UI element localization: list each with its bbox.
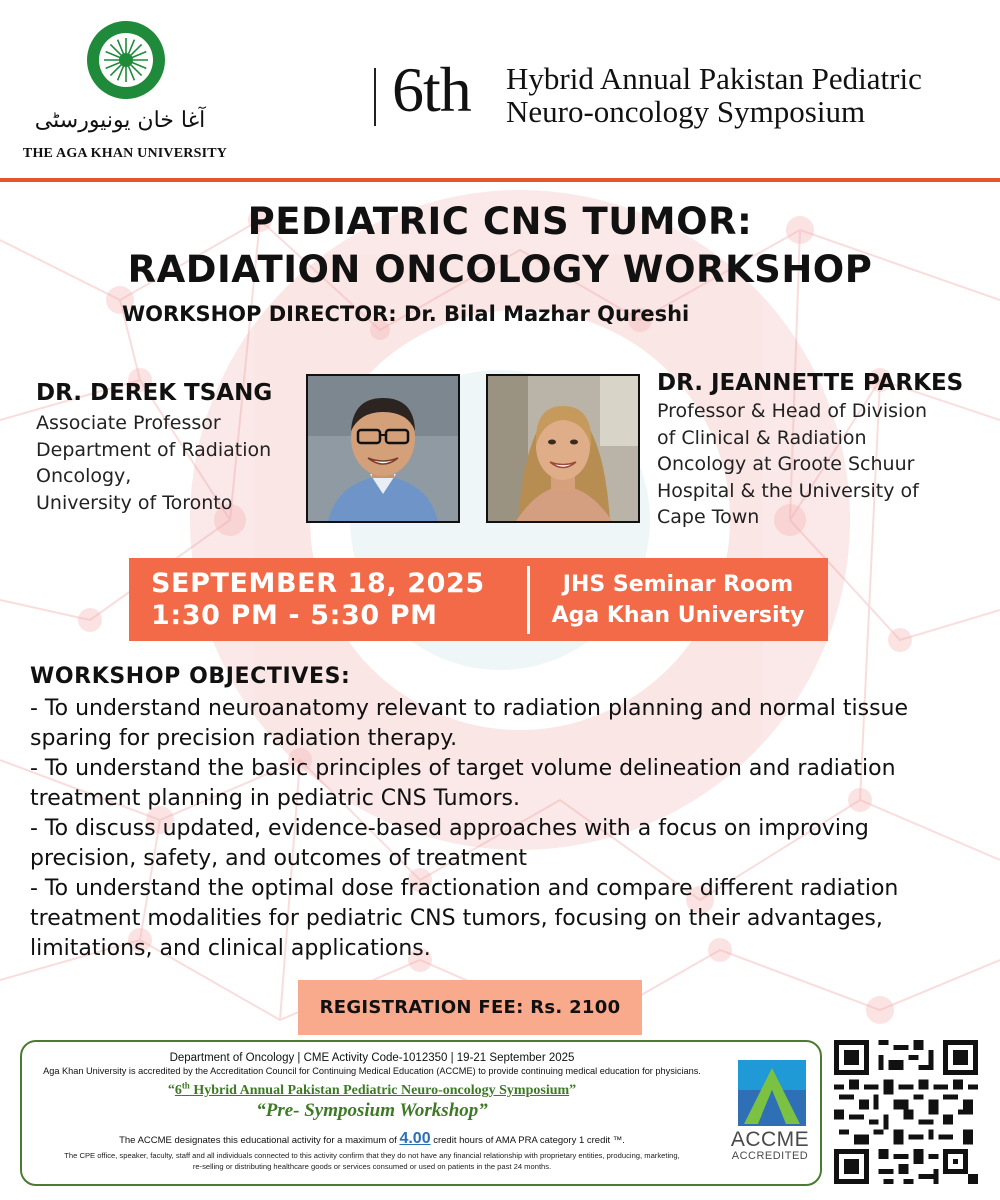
accme-accredited-label: ACCREDITED (731, 1150, 809, 1162)
quote-open: “ (167, 1082, 175, 1098)
credit-suffix: credit hours of AMA PRA category 1 credit ™. (433, 1135, 625, 1146)
speaker-2-photo (486, 374, 640, 523)
title-divider (374, 68, 376, 126)
speaker-1-line: Associate Professor (36, 412, 221, 434)
objective-item: - To understand the basic principles of target volume delineation and radiation treatment planning in pediatric CNS Tumors. (30, 756, 896, 811)
speaker-2-name: DR. JEANNETTE PARKES (657, 370, 964, 396)
speaker-2-portrait-icon (488, 376, 638, 521)
event-venue (543, 569, 813, 631)
speaker-2-line: Cape Town (657, 506, 760, 528)
pre-symposium-workshop-label: “Pre- Symposium Workshop” (256, 1100, 488, 1121)
credit-hours: 4.00 (399, 1130, 431, 1147)
symposium-ordinal: 6 (174, 1082, 182, 1098)
speaker-1-line: Department of Radiation (36, 438, 272, 461)
disclosure-statement: The CPE office, speaker, faculty, staff and all individuals connected to this activity confirm that they do not have any financial relationship with proprietary entities, producing, marketing, re-selling or distributing healthcare goods or services consumed or used on patients in the past 24 months. (64, 1151, 680, 1171)
speaker-2-title (657, 398, 977, 531)
accreditation-activity-info: Department of Oncology | CME Activity Code-1012350 | 19-21 September 2025 (169, 1052, 575, 1064)
header (0, 0, 1000, 178)
symposium-edition: 6th (392, 54, 471, 125)
event-venue-line2: Aga Khan University (551, 603, 805, 628)
speaker-2-line: Oncology at Groote Schuur (657, 453, 915, 475)
symposium-ordinal-suffix: th (181, 1080, 190, 1090)
banner-separator (527, 566, 530, 634)
speaker-1-line: Oncology, (36, 465, 132, 487)
symposium-title-line1: Hybrid Annual Pakistan Pediatric (506, 61, 922, 96)
objectives-list (30, 694, 980, 964)
credit-designation (22, 1130, 722, 1148)
accreditation-symposium-name (22, 1080, 722, 1099)
speaker-1-name: DR. DEREK TSANG (36, 380, 273, 406)
speaker-2-line: Hospital & the University of (657, 479, 919, 502)
speaker-1-photo (306, 374, 460, 523)
speaker-2-line: Professor & Head of Division (657, 400, 927, 422)
speaker-1-portrait-icon (308, 376, 458, 521)
registration-qr-code-icon[interactable] (833, 1040, 979, 1184)
speaker-1-title (36, 410, 306, 516)
aga-khan-university-emblem-icon (86, 20, 166, 100)
objective-item: - To understand the optimal dose fractionation and compare different radiation treatment modalities for pediatric CNS tumors, focusing on their advantages, limitations, and clinical applications. (30, 876, 899, 961)
university-name-urdu: آغا خان یونیورسٹی (34, 108, 206, 133)
symposium-full-name: Hybrid Annual Pakistan Pediatric Neuro-oncology Symposium (189, 1082, 570, 1098)
objective-item: - To understand neuroanatomy relevant to radiation planning and normal tissue sparing for precision radiation therapy. (30, 696, 909, 751)
workshop-title-line2: RADIATION ONCOLOGY WORKSHOP (127, 248, 873, 291)
speaker-2-line: of Clinical & Radiation (657, 426, 867, 449)
accme-label: ACCME (730, 1128, 810, 1151)
university-name: THE AGA KHAN UNIVERSITY (22, 146, 228, 161)
objective-item: - To discuss updated, evidence-based approaches with a focus on improving precision, safety, and outcomes of treatment (30, 816, 869, 871)
accreditation-box (20, 1040, 822, 1186)
accreditation-statement: Aga Khan University is accredited by the Accreditation Council for Continuing Medical Education (ACCME) to provide continuing medical education for physicians. (43, 1066, 701, 1076)
event-date: SEPTEMBER 18, 2025 (151, 568, 485, 599)
header-accent-line (0, 178, 1000, 182)
symposium-title (506, 62, 922, 128)
registration-fee: REGISTRATION FEE: Rs. 2100 (298, 980, 642, 1035)
quote-close: ” (569, 1082, 577, 1098)
event-venue-line1: JHS Seminar Room (562, 572, 794, 597)
event-banner (129, 558, 828, 641)
event-date-time (151, 568, 485, 632)
symposium-title-line2: Neuro-oncology Symposium (506, 94, 866, 129)
workshop-director: WORKSHOP DIRECTOR: Dr. Bilal Mazhar Qureshi (122, 302, 690, 326)
credit-prefix: The ACCME designates this educational activity for a maximum of (119, 1135, 397, 1146)
event-time: 1:30 PM - 5:30 PM (151, 600, 438, 631)
workshop-title-line1: PEDIATRIC CNS TUMOR: (247, 200, 753, 243)
objectives-heading: WORKSHOP OBJECTIVES: (30, 664, 351, 689)
speaker-1-line: University of Toronto (36, 491, 233, 514)
